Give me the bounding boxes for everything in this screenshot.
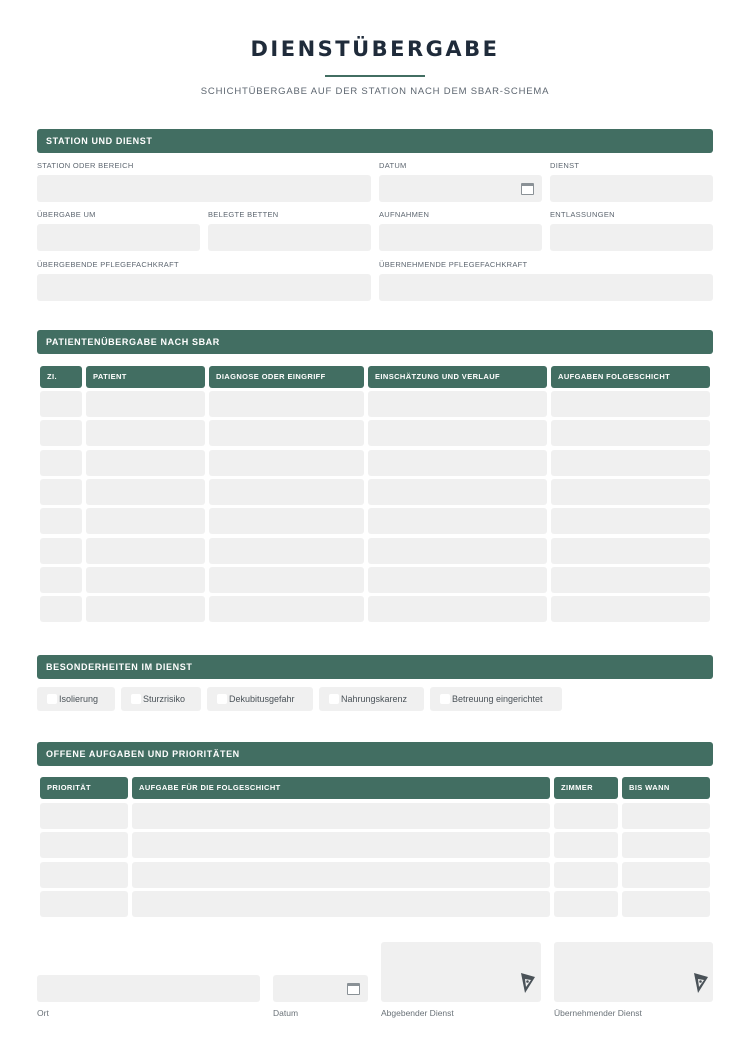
- aufnahmen-input[interactable]: [379, 224, 542, 251]
- belegte-betten-input[interactable]: [208, 224, 371, 251]
- label-abgebender: Abgebender Dienst: [381, 1008, 454, 1018]
- aufgaben-cell[interactable]: [40, 891, 128, 917]
- aufgaben-cell[interactable]: [132, 803, 550, 829]
- title-divider: [325, 75, 425, 77]
- section-besonderheiten-heading: BESONDERHEITEN IM DIENST: [37, 655, 713, 679]
- label-uebernehmender: Übernehmender Dienst: [554, 1008, 642, 1018]
- station-input[interactable]: [37, 175, 371, 202]
- sbar-header-2: DIAGNOSE ODER EINGRIFF: [209, 366, 364, 388]
- label-uebernehmende: ÜBERNEHMENDE PFLEGEFACHKRAFT: [379, 260, 528, 269]
- sbar-cell[interactable]: [368, 508, 547, 534]
- aufgaben-header-2: ZIMMER: [554, 777, 618, 799]
- sbar-cell[interactable]: [209, 508, 364, 534]
- label-ort: Ort: [37, 1008, 49, 1018]
- label-entlassungen: ENTLASSUNGEN: [550, 210, 615, 219]
- checkbox-box[interactable]: [217, 694, 227, 704]
- label-aufnahmen: AUFNAHMEN: [379, 210, 430, 219]
- aufgaben-cell[interactable]: [40, 803, 128, 829]
- uebergebende-input[interactable]: [37, 274, 371, 301]
- ort-input[interactable]: [37, 975, 260, 1002]
- aufgaben-cell[interactable]: [554, 832, 618, 858]
- sbar-cell[interactable]: [86, 596, 205, 622]
- checkbox-betreuung[interactable]: [430, 687, 562, 711]
- section-sbar-heading: PATIENTENÜBERGABE NACH SBAR: [37, 330, 713, 354]
- label-station: STATION ODER BEREICH: [37, 161, 134, 170]
- sbar-header-3: EINSCHÄTZUNG UND VERLAUF: [368, 366, 547, 388]
- sbar-cell[interactable]: [40, 450, 82, 476]
- sbar-cell[interactable]: [368, 450, 547, 476]
- page-subtitle: SCHICHTÜBERGABE AUF DER STATION NACH DEM SBAR-SCHEMA: [200, 86, 550, 97]
- sbar-cell[interactable]: [86, 420, 205, 446]
- checkbox-label: Sturzrisiko: [143, 694, 186, 704]
- sbar-cell[interactable]: [551, 391, 710, 417]
- aufgaben-cell[interactable]: [554, 803, 618, 829]
- uebergabe-um-input[interactable]: [37, 224, 200, 251]
- checkbox-dekubitusgefahr[interactable]: [207, 687, 313, 711]
- checkbox-isolierung[interactable]: [37, 687, 115, 711]
- section-station-heading: STATION UND DIENST: [37, 129, 713, 153]
- dienst-input[interactable]: [550, 175, 713, 202]
- sig-datum-input[interactable]: [273, 975, 368, 1002]
- sbar-cell[interactable]: [368, 567, 547, 593]
- label-datum: DATUM: [379, 161, 407, 170]
- aufgaben-cell[interactable]: [40, 832, 128, 858]
- sbar-cell[interactable]: [551, 508, 710, 534]
- sbar-header-0: ZI.: [40, 366, 82, 388]
- aufgaben-cell[interactable]: [622, 803, 710, 829]
- sbar-cell[interactable]: [209, 538, 364, 564]
- sbar-cell[interactable]: [86, 567, 205, 593]
- aufgaben-header-3: BIS WANN: [622, 777, 710, 799]
- sbar-cell[interactable]: [551, 450, 710, 476]
- sbar-cell[interactable]: [551, 596, 710, 622]
- aufgaben-cell[interactable]: [554, 862, 618, 888]
- sbar-cell[interactable]: [209, 391, 364, 417]
- abgebender-signature-box[interactable]: [381, 942, 541, 1002]
- uebernehmende-input[interactable]: [379, 274, 713, 301]
- sbar-cell[interactable]: [86, 391, 205, 417]
- sbar-cell[interactable]: [86, 538, 205, 564]
- datum-input[interactable]: [379, 175, 542, 202]
- sbar-cell[interactable]: [40, 420, 82, 446]
- calendar-icon[interactable]: [521, 183, 534, 195]
- pen-icon: [520, 972, 536, 994]
- sbar-cell[interactable]: [86, 508, 205, 534]
- checkbox-sturzrisiko[interactable]: [121, 687, 201, 711]
- checkbox-label: Betreuung eingerichtet: [452, 694, 543, 704]
- aufgaben-cell[interactable]: [40, 862, 128, 888]
- pen-icon: [693, 972, 709, 994]
- aufgaben-cell[interactable]: [622, 891, 710, 917]
- sbar-cell[interactable]: [40, 508, 82, 534]
- sbar-cell[interactable]: [551, 567, 710, 593]
- checkbox-label: Nahrungskarenz: [341, 694, 408, 704]
- sbar-cell[interactable]: [209, 479, 364, 505]
- sbar-cell[interactable]: [209, 420, 364, 446]
- sbar-cell[interactable]: [368, 420, 547, 446]
- label-uebergabe-um: ÜBERGABE UM: [37, 210, 96, 219]
- sbar-cell[interactable]: [86, 479, 205, 505]
- checkbox-label: Isolierung: [59, 694, 99, 704]
- checkbox-nahrungskarenz[interactable]: [319, 687, 424, 711]
- entlassungen-input[interactable]: [550, 224, 713, 251]
- sbar-cell[interactable]: [209, 567, 364, 593]
- label-belegte-betten: BELEGTE BETTEN: [208, 210, 279, 219]
- aufgaben-header-1: AUFGABE FÜR DIE FOLGESCHICHT: [132, 777, 550, 799]
- sbar-cell[interactable]: [368, 538, 547, 564]
- checkbox-box[interactable]: [47, 694, 57, 704]
- aufgaben-cell[interactable]: [622, 862, 710, 888]
- aufgaben-cell[interactable]: [622, 832, 710, 858]
- label-uebergebende: ÜBERGEBENDE PFLEGEFACHKRAFT: [37, 260, 179, 269]
- sbar-cell[interactable]: [40, 596, 82, 622]
- checkbox-box[interactable]: [329, 694, 339, 704]
- sbar-cell[interactable]: [40, 479, 82, 505]
- checkbox-label: Dekubitusgefahr: [229, 694, 295, 704]
- sbar-cell[interactable]: [86, 450, 205, 476]
- checkbox-box[interactable]: [440, 694, 450, 704]
- sbar-cell[interactable]: [551, 538, 710, 564]
- sbar-header-1: PATIENT: [86, 366, 205, 388]
- sbar-cell[interactable]: [209, 450, 364, 476]
- aufgaben-cell[interactable]: [132, 891, 550, 917]
- checkbox-box[interactable]: [131, 694, 141, 704]
- sbar-cell[interactable]: [368, 479, 547, 505]
- aufgaben-cell[interactable]: [132, 832, 550, 858]
- label-dienst: DIENST: [550, 161, 580, 170]
- aufgaben-header-0: PRIORITÄT: [40, 777, 128, 799]
- page-title: DIENSTÜBERGABE: [250, 37, 500, 61]
- sbar-cell[interactable]: [40, 567, 82, 593]
- sbar-cell[interactable]: [551, 420, 710, 446]
- sbar-cell[interactable]: [209, 596, 364, 622]
- sbar-cell[interactable]: [368, 391, 547, 417]
- sbar-cell[interactable]: [551, 479, 710, 505]
- label-sig-datum: Datum: [273, 1008, 299, 1018]
- sbar-header-4: AUFGABEN FOLGESCHICHT: [551, 366, 710, 388]
- aufgaben-cell[interactable]: [554, 891, 618, 917]
- sbar-cell[interactable]: [368, 596, 547, 622]
- aufgaben-cell[interactable]: [132, 862, 550, 888]
- sbar-cell[interactable]: [40, 538, 82, 564]
- uebernehmender-signature-box[interactable]: [554, 942, 713, 1002]
- section-aufgaben-heading: OFFENE AUFGABEN UND PRIORITÄTEN: [37, 742, 713, 766]
- calendar-icon[interactable]: [347, 983, 360, 995]
- sbar-cell[interactable]: [40, 391, 82, 417]
